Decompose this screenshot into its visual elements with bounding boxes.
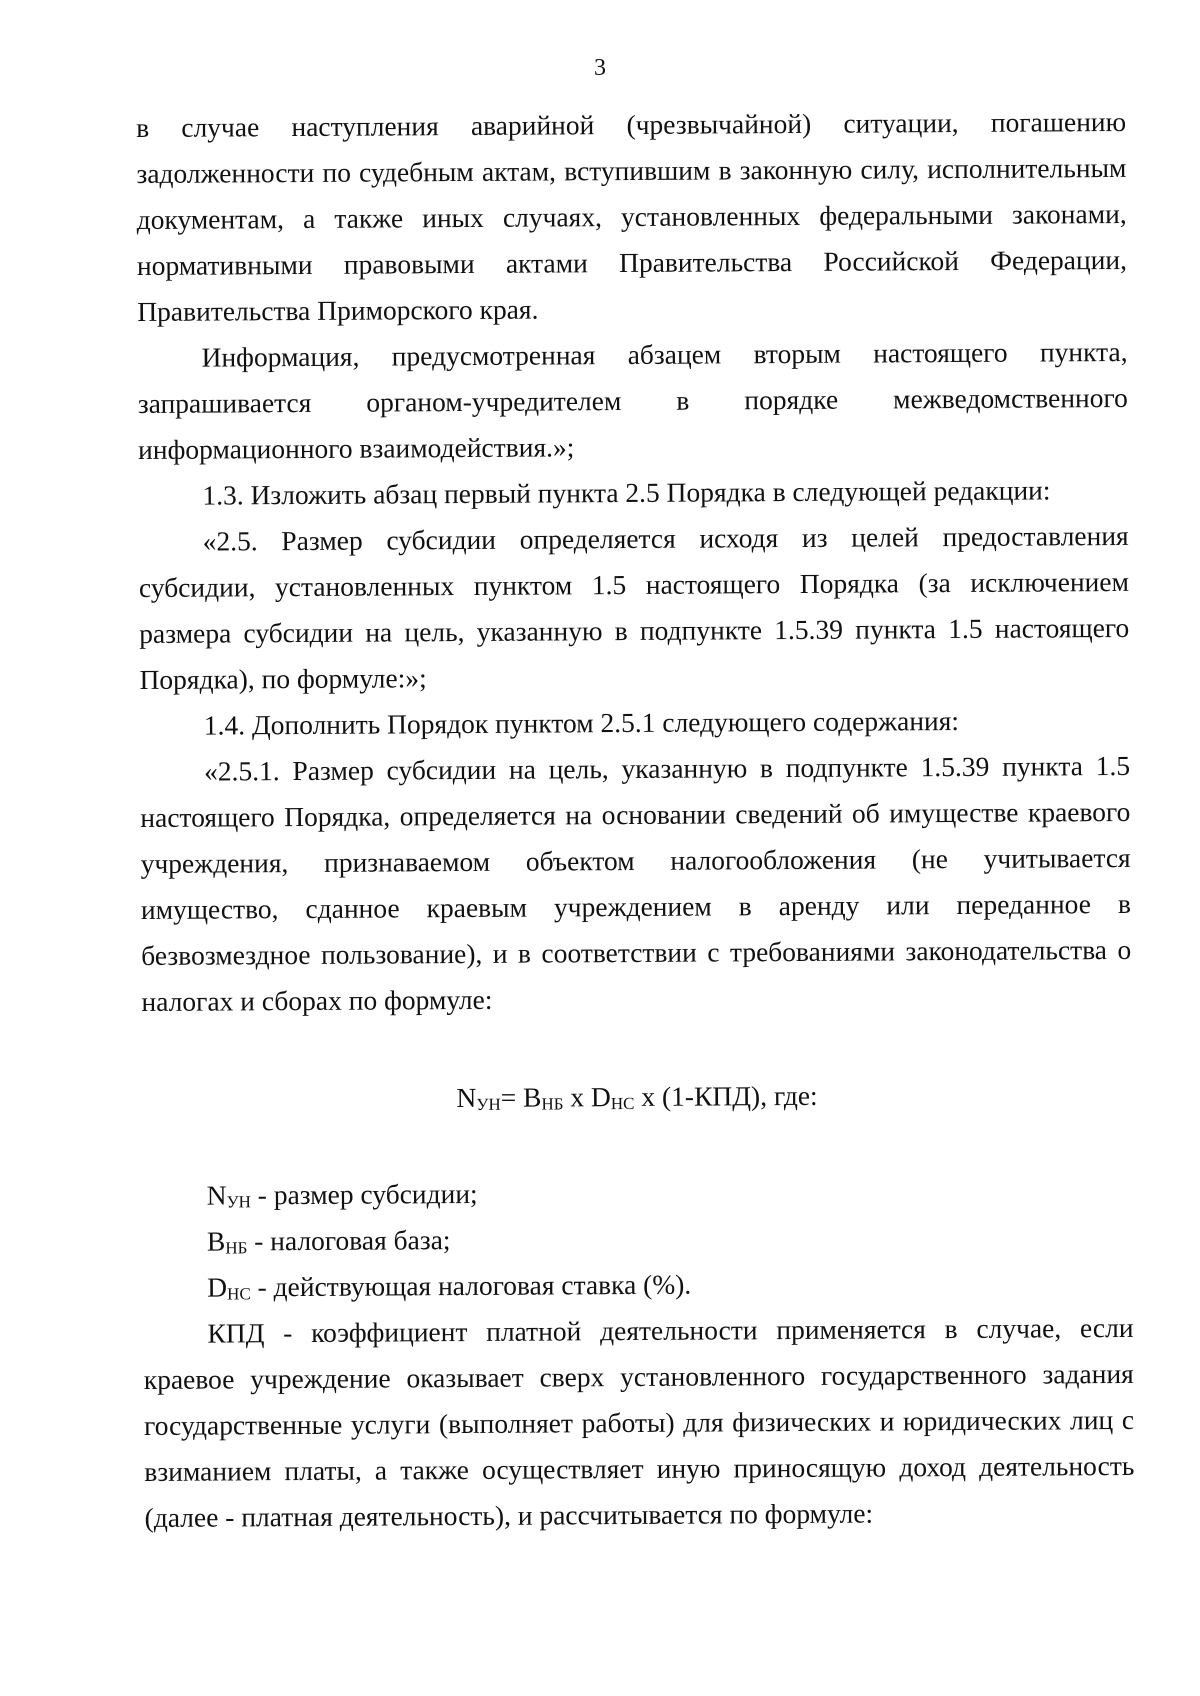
document-body [136, 99, 1135, 1541]
formula-d-symbol: $D_{НС}$ [590, 1081, 635, 1114]
paragraph-item-2-5-1: «2.5.1. Размер субсидии на цель, указанную в подпункте 1.5.39 пункта 1.5 настоящего Порядка, определяется на основании сведений об имуществе краевого учреждения, признаваемом объектом налогообложения (не учитывается имущество, сданное краевым учреждением в аренду или переданное в безвозмездное пользование), и в соответствии с требованиями законодательства о налогах и сборах по формуле: [140, 749, 1132, 1017]
definition-b: $B_{НБ}$ - налоговая база; [206, 1224, 451, 1258]
paragraph-information-request: Информация, предусмотренная абзацем вторым настоящего пункта, запрашивается органом-учредителем в порядке межведомственного информационного взаимодействия.»; [137, 335, 1128, 465]
paragraph-emergency-cases: в случае наступления аварийной (чрезвычайной) ситуации, погашению задолженности по судебным актам, вступившим в законную силу, исполнительным документам, а также иных случаях, установленных федеральными законами, нормативными правовыми актами Правительства Российской Федерации, Правительства Приморского края. [136, 105, 1128, 327]
paragraph-item-1-3: 1.3. Изложить абзац первый пункта 2.5 Порядка в следующей редакции: [202, 474, 1051, 511]
formula-equals: = [500, 1081, 524, 1113]
formula-remainder: х (1-КПД), где: [634, 1079, 818, 1112]
paragraph-item-2-5: «2.5. Размер субсидии определяется исходя из целей предоставления субсидии, установленных пунктом 1.5 настоящего Порядка (за исключением размера субсидии на цель, указанную в подпункте 1.5.39 пункта 1.5 настоящего Порядка), по формуле:»; [138, 519, 1130, 695]
paragraph-kpd: КПД - коэффициент платной деятельности применяется в случае, если краевое учреждение оказывает сверх установленного государственного задания государственные услуги (выполняет работы) для физических и юридических лиц с взиманием платы, а также осуществляет иную приносящую доход деятельность (далее - платная деятельность), и рассчитывается по формуле: [143, 1311, 1135, 1533]
subsidy-formula [142, 1071, 1132, 1123]
formula-multiply-1: х [563, 1081, 592, 1113]
formula-n-symbol: $N_{УН}$ [456, 1081, 501, 1114]
definition-d: $D_{НС}$ - действующая налоговая ставка (%). [207, 1268, 692, 1304]
formula-b-symbol: $B_{НБ}$ [522, 1081, 564, 1114]
paragraph-item-1-4: 1.4. Дополнить Порядок пунктом 2.5.1 следующего содержания: [203, 704, 960, 741]
definition-n: $N_{УН}$ - размер субсидии; [206, 1177, 478, 1212]
page-number: 3 [594, 55, 606, 81]
formula-definitions [143, 1167, 1134, 1311]
